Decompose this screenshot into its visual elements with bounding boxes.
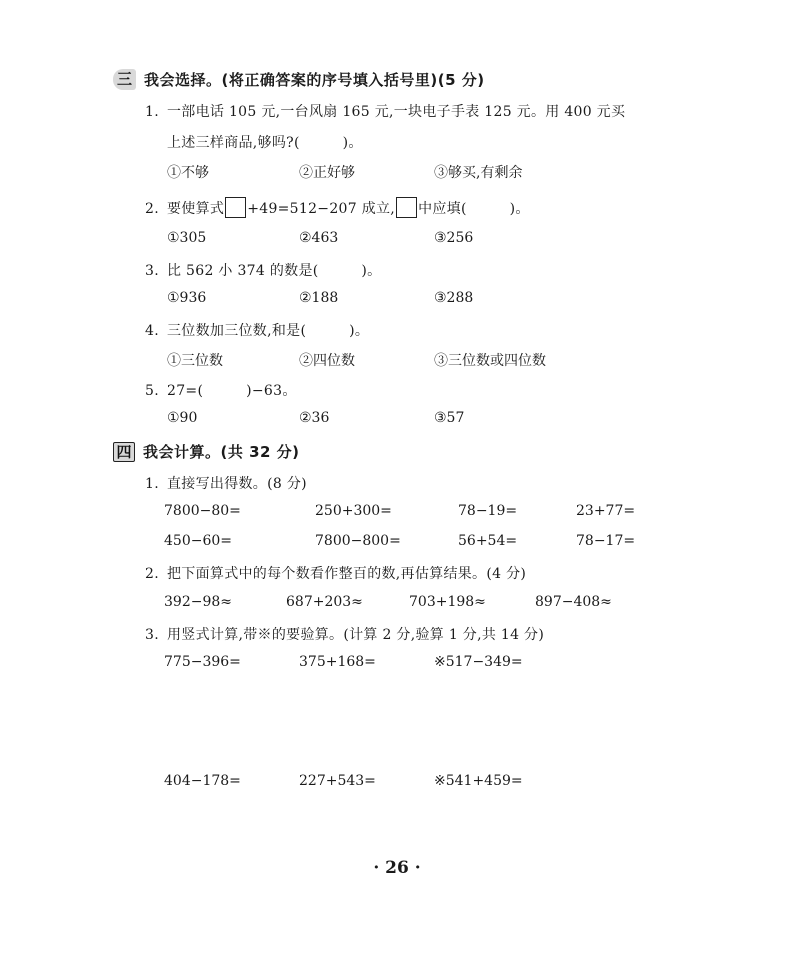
q4-1-r2-c2: 7800−800=	[315, 533, 401, 549]
question-number: 5.	[145, 383, 159, 399]
question-text: 直接写出得数。(8 分)	[167, 476, 307, 492]
section-3-badge: 三	[113, 69, 136, 90]
q4-3-r2-c1: 404−178=	[164, 773, 241, 789]
question-text-b: +49=512−207 成立,	[247, 201, 396, 217]
section-4-badge: 四	[113, 442, 135, 462]
q4-3-r2-c2: 227+543=	[299, 773, 376, 789]
q4-3-r1-c3: ※517−349=	[434, 654, 523, 670]
q3-2-option-2: ②463	[299, 230, 339, 246]
question-text: 三位数加三位数,和是( )。	[167, 323, 370, 339]
q4-1-line	[145, 473, 307, 493]
q3-2-option-1: ①305	[167, 230, 207, 246]
q4-1-r1-c2: 250+300=	[315, 503, 392, 519]
question-text: 比 562 小 374 的数是( )。	[167, 263, 382, 279]
q4-2-item-3: 703+198≈	[409, 594, 486, 610]
section-4-header	[113, 441, 300, 462]
q3-1-line2: 上述三样商品,够吗?( )。	[167, 135, 363, 151]
question-text-c: 中应填( )。	[418, 201, 530, 217]
q3-3-option-2: ②188	[299, 290, 339, 306]
q3-3-option-1: ①936	[167, 290, 207, 306]
q3-4-option-3: ③三位数或四位数	[434, 353, 546, 369]
answer-box[interactable]	[225, 197, 246, 218]
q4-1-r2-c3: 56+54=	[458, 533, 518, 549]
q4-3-r1-c2: 375+168=	[299, 654, 376, 670]
q3-5-option-3: ③57	[434, 410, 465, 426]
section-4-title: 我会计算。(共 32 分)	[143, 443, 300, 461]
q4-2-line	[145, 563, 526, 583]
q3-5-option-1: ①90	[167, 410, 198, 426]
q4-1-r2-c4: 78−17=	[576, 533, 636, 549]
q4-3-r1-c1: 775−396=	[164, 654, 241, 670]
q3-4-option-1: ①三位数	[167, 353, 223, 369]
q4-2-item-2: 687+203≈	[286, 594, 363, 610]
question-number: 4.	[145, 323, 159, 339]
q4-1-r1-c4: 23+77=	[576, 503, 636, 519]
q4-3-r2-c3: ※541+459=	[434, 773, 523, 789]
question-number: 1.	[145, 476, 159, 492]
section-3-title: 我会选择。(将正确答案的序号填入括号里)(5 分)	[144, 71, 485, 89]
q3-2-option-3: ③256	[434, 230, 474, 246]
question-text: 把下面算式中的每个数看作整百的数,再估算结果。(4 分)	[167, 566, 527, 582]
q4-2-item-1: 392−98≈	[164, 594, 232, 610]
q3-1-line1	[145, 101, 625, 121]
q3-4-line	[145, 320, 369, 340]
q3-5-line	[145, 380, 297, 400]
question-text: 用竖式计算,带※的要验算。(计算 2 分,验算 1 分,共 14 分)	[167, 627, 545, 643]
q3-3-line	[145, 260, 381, 280]
question-number: 3.	[145, 263, 159, 279]
answer-box[interactable]	[396, 197, 417, 218]
q4-3-line	[145, 624, 544, 644]
question-number: 1.	[145, 104, 159, 120]
question-number: 3.	[145, 627, 159, 643]
question-text: 27=( )−63。	[167, 383, 297, 399]
question-number: 2.	[145, 201, 159, 217]
q3-3-option-3: ③288	[434, 290, 474, 306]
question-text-a: 要使算式	[167, 201, 225, 217]
section-3-header	[113, 69, 485, 90]
q3-1-option-2: ②正好够	[299, 165, 355, 181]
q3-5-option-2: ②36	[299, 410, 330, 426]
q3-1-option-3: ③够买,有剩余	[434, 165, 523, 181]
q4-1-r1-c1: 7800−80=	[164, 503, 241, 519]
q4-1-r1-c3: 78−19=	[458, 503, 518, 519]
q3-2-line	[145, 197, 530, 218]
q3-4-option-2: ②四位数	[299, 353, 355, 369]
page-number: · 26 ·	[373, 858, 421, 878]
q4-2-item-4: 897−408≈	[535, 594, 612, 610]
question-text: 一部电话 105 元,一台风扇 165 元,一块电子手表 125 元。用 400 元买	[167, 104, 626, 120]
q4-1-r2-c1: 450−60=	[164, 533, 232, 549]
q3-1-option-1: ①不够	[167, 165, 209, 181]
question-number: 2.	[145, 566, 159, 582]
